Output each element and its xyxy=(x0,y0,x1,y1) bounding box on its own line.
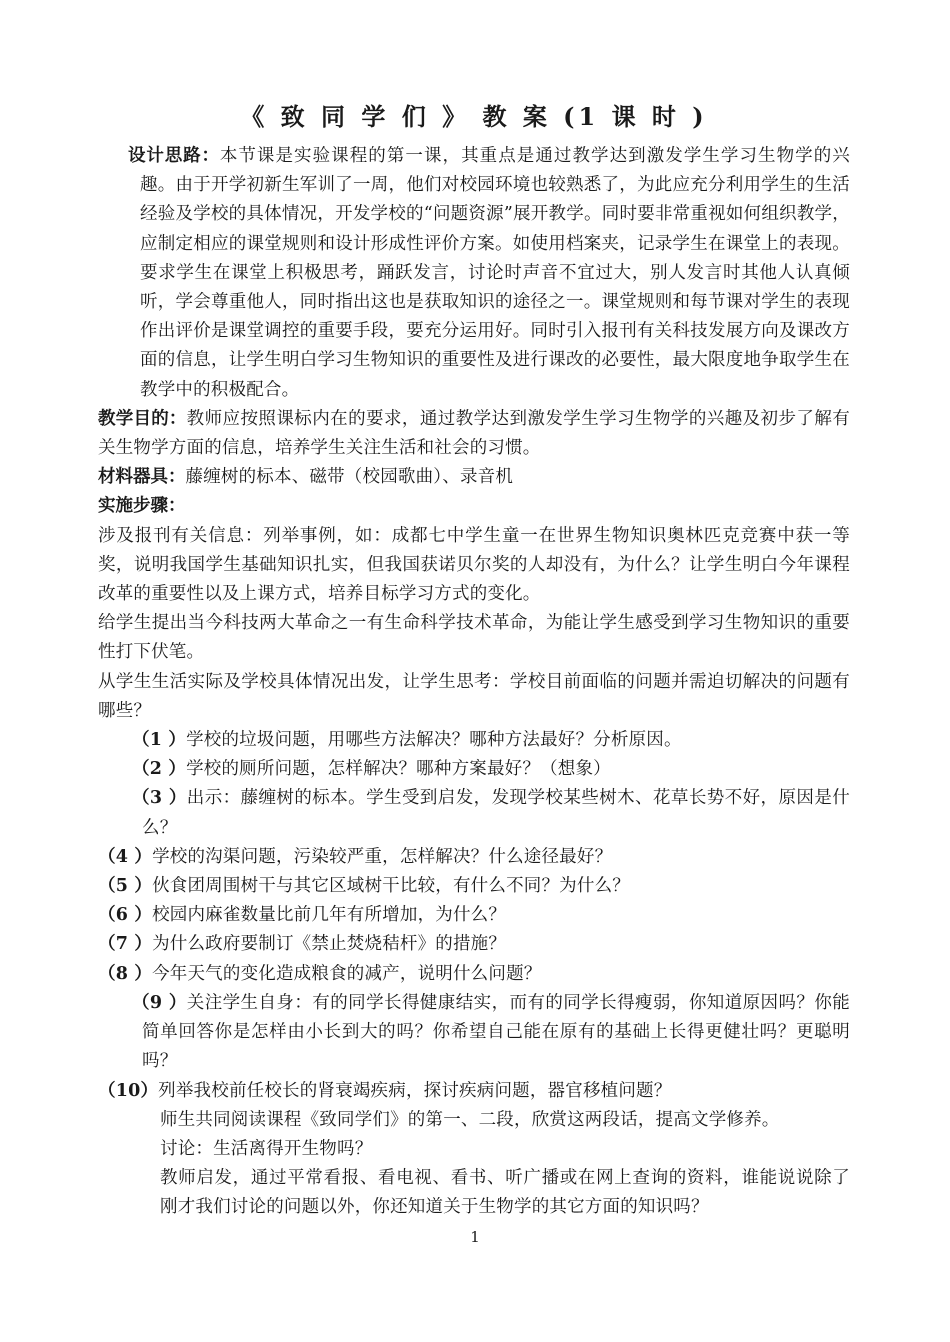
question-number: （4 ） xyxy=(98,846,153,867)
section-steps-label: 实施步骤： xyxy=(98,496,186,517)
question-number: （3 ） xyxy=(132,788,187,809)
closing-paragraph: 师生共同阅读课程《致同学们》的第一、二段，欣赏这两段话，提高文学修养。 xyxy=(160,1109,780,1130)
question-item xyxy=(98,960,850,989)
steps-paragraph: 从学生生活实际及学校具体情况出发，让学生思考：学校目前面临的问题并需迫切解决的问题有哪些？ xyxy=(98,671,850,721)
question-number: （8 ） xyxy=(98,963,153,984)
page-title: 《 致 同 学 们 》 教 案 (1 课 时 ) xyxy=(240,102,708,131)
question-number: （9 ） xyxy=(132,992,187,1013)
question-item xyxy=(98,843,850,872)
steps-paragraph: 给学生提出当今科技两大革命之一有生命科学技术革命，为能让学生感受到学习生物知识的重要性打下伏笔。 xyxy=(98,613,850,663)
question-text: 今年天气的变化造成粮食的减产，说明什么问题？ xyxy=(152,963,542,984)
section-materials-body: 藤缠树的标本、磁带（校园歌曲）、录音机 xyxy=(185,467,514,488)
document-content xyxy=(98,100,850,1223)
question-text: 学校的垃圾问题，用哪些方法解决？哪种方法最好？分析原因。 xyxy=(186,730,682,751)
section-design-thinking-label: 设计思路： xyxy=(128,146,220,166)
question-text: 校园内麻雀数量比前几年有所增加，为什么？ xyxy=(152,905,507,926)
question-number: （2 ） xyxy=(132,759,187,780)
question-text: 伙食团周围树干与其它区域树干比较，有什么不同？为什么？ xyxy=(152,876,630,897)
question-number: （7 ） xyxy=(98,934,153,955)
question-item xyxy=(98,784,850,842)
question-number: （1 ） xyxy=(132,730,187,751)
section-design-thinking-body: 本节课是实验课程的第一课，其重点是通过教学达到激发学生学习生物学的兴趣。由于开学初新生军训了一周，他们对校园环境也较熟悉了，为此应充分利用学生的生活经验及学校的具体情况，开发学校的“问题资源”展开教学。同时要非常重视如何组织教学，应制定相应的课堂规则和设计形成性评价方案。如使用档案夹，记录学生在课堂上的表现。要求学生在课堂上积极思考，踊跃发言，讨论时声音不宜过大，别人发言时其他人认真倾听，学会尊重他人，同时指出这也是获取知识的途径之一。课堂规则和每节课对学生的表现作出评价是课堂调控的重要手段，要充分运用好。同时引入报刊有关科技发展方向及课改方面的信息，让学生明白学习生物知识的重要性及进行课改的必要性，最大限度地争取学生在教学中的积极配合。 xyxy=(140,146,850,400)
section-design-thinking xyxy=(98,142,850,405)
section-teaching-objective-label: 教学目的： xyxy=(98,408,187,429)
page-number: 1 xyxy=(470,1228,480,1246)
section-teaching-objective xyxy=(98,405,850,463)
closing-paragraph: 讨论：生活离得开生物吗？ xyxy=(160,1138,373,1159)
question-text: 为什么政府要制订《禁止焚烧秸杆》的措施？ xyxy=(152,934,507,955)
question-item xyxy=(98,872,850,901)
question-item xyxy=(98,901,850,930)
question-number: （5 ） xyxy=(98,876,153,897)
question-number: （6 ） xyxy=(98,905,153,926)
section-materials xyxy=(98,463,850,492)
section-teaching-objective-body: 教师应按照课标内在的要求，通过教学达到激发学生学习生物学的兴趣及初步了解有关生物学方面的信息，培养学生关注生活和社会的习惯。 xyxy=(98,408,850,459)
closing-paragraph: 教师启发，通过平常看报、看电视、看书、听广播或在网上查询的资料，谁能说说除了刚才我们讨论的问题以外，你还知道关于生物学的其它方面的知识吗？ xyxy=(160,1168,850,1218)
section-materials-label: 材料器具： xyxy=(98,467,186,488)
section-steps-heading xyxy=(98,492,850,521)
question-item xyxy=(98,1077,850,1106)
question-item xyxy=(98,989,850,1077)
question-item xyxy=(98,726,850,755)
steps-paragraph: 涉及报刊有关信息：列举事例，如：成都七中学生童一在世界生物知识奥林匹克竞赛中获一等奖，说明我国学生基础知识扎实，但我国获诺贝尔奖的人却没有，为什么？让学生明白今年课程改革的重要性以及上课方式，培养目标学习方式的变化。 xyxy=(98,525,850,605)
question-text: 学校的厕所问题，怎样解决？哪种方案最好？（想象） xyxy=(186,759,611,780)
question-text: 关注学生自身：有的同学长得健康结实，而有的同学长得瘦弱，你知道原因吗？你能简单回答你是怎样由小长到大的吗？你希望自己能在原有的基础上长得更健壮吗？更聪明吗？ xyxy=(142,992,850,1072)
question-text: 学校的沟渠问题，污染较严重，怎样解决？什么途径最好？ xyxy=(152,846,613,867)
question-item xyxy=(98,755,850,784)
question-number: （10） xyxy=(98,1080,159,1101)
question-item xyxy=(98,930,850,959)
question-text: 列举我校前任校长的肾衰竭疾病，探讨疾病问题，器官移植问题？ xyxy=(158,1080,672,1101)
question-text: 出示：藤缠树的标本。学生受到启发，发现学校某些树木、花草长势不好，原因是什么？ xyxy=(142,788,850,838)
